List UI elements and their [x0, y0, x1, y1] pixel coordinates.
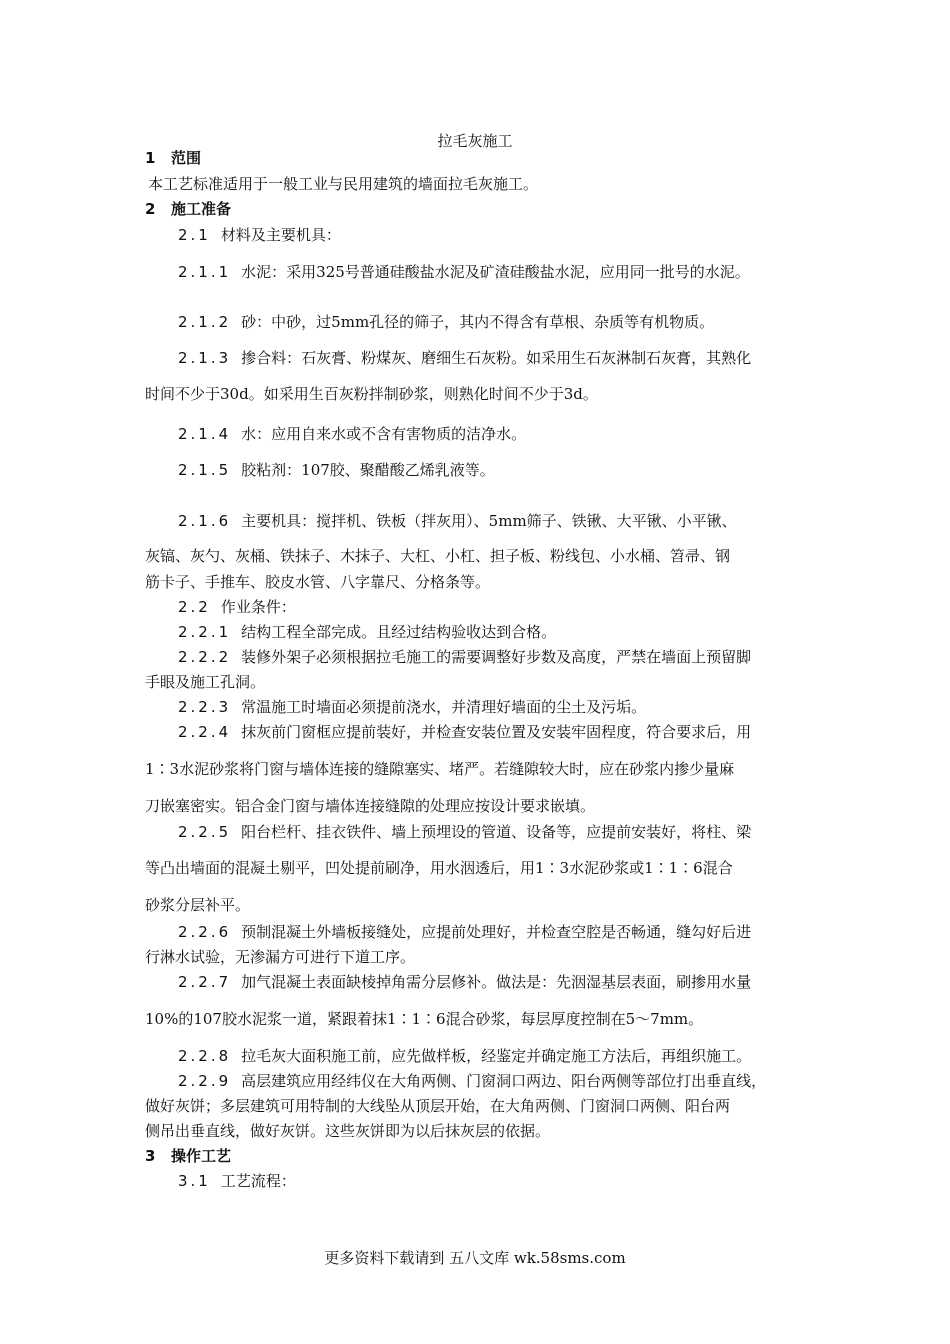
paragraph-2-2-9 [178, 1071, 766, 1091]
clause-text: 胶粘剂：107胶、聚醋酸乙烯乳液等。 [241, 461, 495, 479]
section-heading-text: 范围 [171, 149, 202, 167]
paragraph-2-2-9-cont: 做好灰饼；多层建筑可用特制的大线坠从顶层开始，在大角两侧、门窗洞口两侧、阳台两 [145, 1097, 731, 1115]
clause-text: 掺合料：石灰膏、粉煤灰、磨细生石灰粉。如采用生石灰淋制石灰膏，其熟化 [241, 349, 752, 367]
clause-number: 2.2.4 [178, 723, 232, 741]
paragraph-2-2-6 [178, 922, 751, 942]
paragraph-2-2-5-cont: 等凸出墙面的混凝土剔平，凹处提前刷净，用水洇透后，用1∶3水泥砂浆或1∶1∶6混合 [145, 859, 733, 877]
paragraph-3-1 [178, 1171, 296, 1191]
paragraph-2-2-7-cont: 10%的107胶水泥浆一道，紧跟着抹1∶1∶6混合砂浆，每层厚度控制在5～7mm。 [145, 1010, 704, 1028]
clause-text: 作业条件： [220, 598, 296, 616]
clause-number: 2.2.7 [178, 973, 232, 991]
paragraph-2-1-3 [178, 348, 751, 368]
clause-number: 2.2.2 [178, 648, 232, 666]
clause-number: 2.1.1 [178, 263, 232, 281]
section-heading-text: 操作工艺 [171, 1147, 232, 1165]
section-1-heading [145, 148, 201, 168]
paragraph-2-1-1 [178, 262, 750, 282]
clause-number: 2.2.1 [178, 623, 232, 641]
section-number: 2 [145, 200, 156, 218]
clause-number: 2.2.9 [178, 1072, 232, 1090]
clause-text: 预制混凝土外墙板接缝处，应提前处理好，并检查空腔是否畅通，缝勾好后进 [241, 923, 752, 941]
paragraph-2-1-5 [178, 460, 495, 480]
paragraph-2-2-9-cont2: 侧吊出垂直线，做好灰饼。这些灰饼即为以后抹灰层的依据。 [145, 1122, 551, 1140]
paragraph-2-2-3 [178, 697, 646, 717]
clause-text: 常温施工时墙面必须提前浇水，并清理好墙面的尘土及污垢。 [241, 698, 647, 716]
clause-number: 2.1.3 [178, 349, 232, 367]
section-1-text: 本工艺标准适用于一般工业与民用建筑的墙面拉毛灰施工。 [148, 175, 539, 193]
paragraph-2-2-4-cont: 1∶3水泥砂浆将门窗与墙体连接的缝隙塞实、堵严。若缝隙较大时，应在砂浆内掺少量麻 [145, 760, 735, 778]
paragraph-2-1-6-cont2: 筋卡子、手推车、胶皮水管、八字靠尺、分格条等。 [145, 573, 491, 591]
clause-number: 2.2.5 [178, 823, 232, 841]
clause-text: 装修外架子必须根据拉毛施工的需要调整好步数及高度，严禁在墙面上预留脚 [241, 648, 752, 666]
clause-number: 2.1 [178, 226, 211, 244]
paragraph-2-2-2-cont: 手眼及施工孔洞。 [145, 673, 266, 691]
paragraph-2-1-2 [178, 312, 714, 332]
paragraph-2-2-8 [178, 1046, 751, 1066]
clause-text: 主要机具：搅拌机、铁板（拌灰用）、5mm筛子、铁锹、大平锹、小平锹、 [241, 512, 737, 530]
footer-download-note: 更多资料下载请到 五八文库 wk.58sms.com [324, 1249, 626, 1267]
clause-text: 水泥：采用325号普通硅酸盐水泥及矿渣硅酸盐水泥，应用同一批号的水泥。 [241, 263, 750, 281]
clause-text: 高层建筑应用经纬仪在大角两侧、门窗洞口两边、阳台两侧等部位打出垂直线， [241, 1072, 767, 1090]
clause-text: 材料及主要机具： [220, 226, 341, 244]
paragraph-2-2-7 [178, 972, 751, 992]
clause-number: 2.2 [178, 598, 211, 616]
paragraph-2-2 [178, 597, 296, 617]
document-title: 拉毛灰施工 [437, 132, 513, 150]
section-heading-text: 施工准备 [171, 200, 232, 218]
clause-text: 拉毛灰大面积施工前，应先做样板，经鉴定并确定施工方法后，再组织施工。 [241, 1047, 752, 1065]
paragraph-2-1-3-cont: 时间不少于30d。如采用生百灰粉拌制砂浆，则熟化时间不少于3d。 [145, 385, 598, 403]
clause-number: 2.1.6 [178, 512, 232, 530]
clause-number: 3.1 [178, 1172, 211, 1190]
clause-text: 加气混凝土表面缺棱掉角需分层修补。做法是：先洇湿基层表面，刷掺用水量 [241, 973, 752, 991]
clause-text: 抹灰前门窗框应提前装好，并检查安装位置及安装牢固程度，符合要求后，用 [241, 723, 752, 741]
clause-text: 水：应用自来水或不含有害物质的洁净水。 [241, 425, 527, 443]
section-number: 3 [145, 1147, 156, 1165]
clause-text: 结构工程全部完成。且经过结构验收达到合格。 [241, 623, 557, 641]
section-3-heading [145, 1146, 231, 1166]
paragraph-2-1 [178, 225, 341, 245]
paragraph-2-2-5 [178, 822, 751, 842]
paragraph-2-1-4 [178, 424, 526, 444]
clause-number: 2.2.3 [178, 698, 232, 716]
clause-text: 阳台栏杆、挂衣铁件、墙上预埋设的管道、设备等，应提前安装好，将柱、梁 [241, 823, 752, 841]
clause-number: 2.1.4 [178, 425, 232, 443]
clause-text: 砂：中砂，过5mm孔径的筛子，其内不得含有草根、杂质等有机物质。 [241, 313, 715, 331]
section-2-heading [145, 199, 231, 219]
paragraph-2-2-6-cont: 行淋水试验，无渗漏方可进行下道工序。 [145, 948, 416, 966]
paragraph-2-2-1 [178, 622, 556, 642]
paragraph-2-1-6 [178, 511, 737, 531]
paragraph-2-2-5-cont2: 砂浆分层补平。 [145, 896, 251, 914]
section-number: 1 [145, 149, 156, 167]
clause-text: 工艺流程： [220, 1172, 296, 1190]
paragraph-2-2-4-cont2: 刀嵌塞密实。铝合金门窗与墙体连接缝隙的处理应按设计要求嵌填。 [145, 797, 596, 815]
paragraph-2-2-4 [178, 722, 751, 742]
paragraph-2-1-6-cont: 灰镐、灰勺、灰桶、铁抹子、木抹子、大杠、小杠、担子板、粉线包、小水桶、笤帚、钢 [145, 547, 731, 565]
clause-number: 2.2.8 [178, 1047, 232, 1065]
paragraph-2-2-2 [178, 647, 751, 667]
clause-number: 2.1.2 [178, 313, 232, 331]
clause-number: 2.1.5 [178, 461, 232, 479]
clause-number: 2.2.6 [178, 923, 232, 941]
